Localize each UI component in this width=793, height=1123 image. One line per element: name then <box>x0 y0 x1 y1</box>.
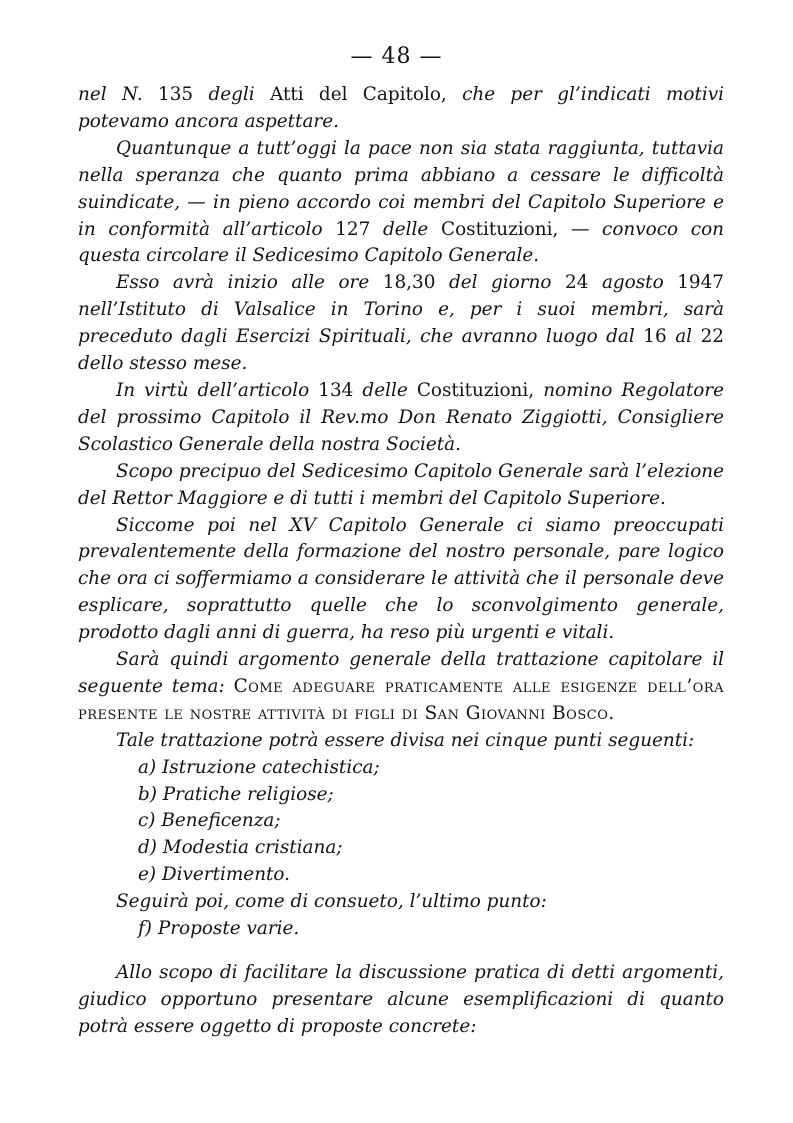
p2-text-c: delle <box>370 218 441 240</box>
p4-text-e: nomino Regolatore del prossimo Capitolo il Rev.mo Don Renato Ziggiotti, Consigliere Scolastico Generale della nostra Società. <box>78 379 724 455</box>
p7-text-a: Sarà quindi argomento generale della trattazione capitolare il seguente tema: <box>78 649 724 697</box>
list-item: b) Pratiche religiose; <box>138 783 334 805</box>
p4-text-a: In virtù dell’articolo <box>116 379 319 401</box>
p4-article-number: 134 <box>318 379 354 401</box>
paragraph-5: Scopo precipuo del Sedicesimo Capitolo Generale sarà l’elezione del Rettor Maggiore e di tutti i membri del Capitolo Superiore. <box>78 460 724 509</box>
p2-text-e: — convoco con questa circolare il Sedicesimo Capitolo Generale. <box>78 218 724 267</box>
p3-end-day: 22 <box>700 326 724 348</box>
list-item: a) Istruzione catechistica; <box>138 756 380 778</box>
p2-costituzioni: Costituzioni, <box>441 218 559 240</box>
p3-year: 1947 <box>677 272 724 294</box>
p3-text-k: dello stesso mese. <box>78 353 248 375</box>
spacer <box>78 943 724 960</box>
p1-number: 135 <box>158 84 194 105</box>
paragraph-3 <box>78 270 724 378</box>
paragraph-10: Allo scopo di facilitare la discussione pratica di detti argomenti, giudico opportuno presentare alcune esemplificazioni di quanto potrà essere oggetto di proposte concrete: <box>78 962 724 1037</box>
page-number: — 48 — <box>350 44 443 69</box>
p3-start-day: 16 <box>643 326 667 348</box>
p3-text-a: Esso avrà inizio alle ore <box>116 272 383 294</box>
p4-costituzioni: Costituzioni, <box>416 379 535 401</box>
document-body <box>78 82 724 1041</box>
p3-text-i: al <box>666 326 701 348</box>
p1-text-a: nel N. <box>78 84 159 105</box>
p3-time: 18,30 <box>382 272 436 294</box>
p1-atti-title: Atti del Capitolo, <box>269 84 447 105</box>
paragraph-8: Tale trattazione potrà essere divisa nei cinque punti seguenti: <box>116 729 695 751</box>
paragraph-6: Siccome poi nel XV Capitolo Generale ci siamo preoccupati prevalentemente della formazione del nostro personale, pare logico che ora ci soffermiamo a considerare le attività che il personale deve esplicare, soprattutto quelle che lo sconvolgimento generale, prodotto dagli anni di guerra, ha reso più urgenti e vitali. <box>78 514 724 644</box>
p3-text-g: nell’Istituto di Valsalice in Torino e, per i suoi membri, sarà preceduto dagli Esercizi Spirituali, che avranno luogo dal <box>78 299 724 348</box>
p3-text-c: del giorno <box>435 272 565 294</box>
list-item: d) Modestia cristiana; <box>138 837 343 859</box>
p1-text-c: degli <box>193 84 270 105</box>
paragraph-4 <box>78 378 724 459</box>
paragraph-2 <box>78 136 724 271</box>
last-point-list <box>78 916 724 943</box>
topics-list <box>78 755 724 890</box>
p2-article-number: 127 <box>335 218 371 240</box>
paragraph-1 <box>78 82 724 136</box>
p3-text-e: agosto <box>588 272 678 294</box>
p7-theme: Come adeguare praticamente alle esigenze dell’ora presente le nostre attività di figli di San Giovanni Bosco. <box>78 675 724 724</box>
paragraph-7 <box>78 647 724 728</box>
p4-text-c: delle <box>353 379 417 401</box>
list-item: c) Beneficenza; <box>138 810 281 832</box>
p2-text-a: Quantunque a tutt’oggi la pace non sia stata raggiunta, tuttavia nella speranza che quanto prima abbiano a cessare le difficoltà suindicate, — in pieno accordo coi membri del Capitolo Superiore e in conformità all’articolo <box>78 137 724 240</box>
list-item: f) Proposte varie. <box>138 918 300 940</box>
p1-text-e: che per gl’indicati motivi potevamo ancora aspettare. <box>78 84 724 132</box>
list-item: e) Divertimento. <box>138 864 291 886</box>
paragraph-9: Seguirà poi, come di consueto, l’ultimo punto: <box>116 891 547 913</box>
p3-day: 24 <box>565 272 589 294</box>
